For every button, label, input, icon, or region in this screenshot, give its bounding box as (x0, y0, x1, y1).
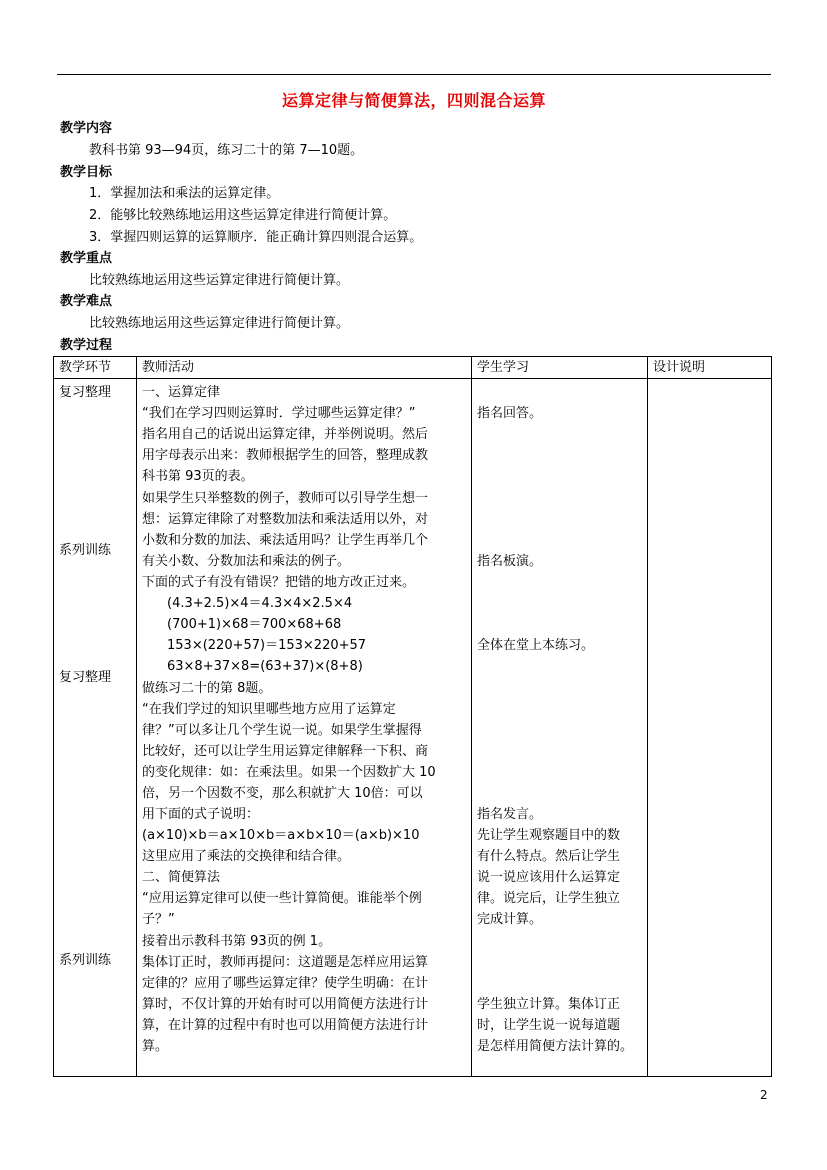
student-learning-line: 是怎样用简便方法计算的。 (477, 1039, 634, 1054)
stage-label: 系列训练 (59, 953, 112, 968)
heading-process: 教学过程 (60, 338, 113, 353)
teacher-activity-line: 算，在计算的过程中有时也可以用简便方法进行计 (142, 1018, 429, 1033)
document-title: 运算定律与简便算法，四则混合运算 (281, 91, 546, 110)
stage-cell (54, 379, 137, 1077)
heading-difficulty: 教学难点 (60, 294, 113, 309)
teacher-activity-line: 这里应用了乘法的交换律和结合律。 (142, 849, 351, 864)
teacher-activity-line: 用下面的式子说明： (142, 807, 260, 822)
heading-content: 教学内容 (60, 121, 113, 136)
stage-label: 复习整理 (59, 670, 112, 685)
teacher-activity-line: 二、简便算法 (142, 870, 221, 885)
teacher-activity-line: 倍，另一个因数不变，那么积就扩大 10倍：可以 (142, 786, 423, 801)
table-row (54, 379, 772, 1077)
lesson-table (53, 356, 772, 1077)
student-learning-line: 完成计算。 (477, 912, 543, 927)
student-learning-line: 有什么特点。然后让学生 (477, 849, 621, 864)
teacher-activity-line: 153×(220+57)＝153×220+57 (167, 638, 367, 653)
heading-key: 教学重点 (60, 251, 113, 266)
student-learning-cell (472, 379, 648, 1077)
stage-label: 复习整理 (59, 385, 112, 400)
header-design: 设计说明 (648, 357, 772, 379)
teacher-activity-line: “我们在学习四则运算时．学过哪些运算定律？” (142, 406, 416, 421)
teacher-activity-cell (137, 379, 472, 1077)
teacher-activity-line: 做练习二十的第 8题。 (142, 681, 272, 696)
teacher-activity-line: 科书第 93页的表。 (142, 469, 254, 484)
student-learning-line: 时，让学生说一说每道题 (477, 1018, 621, 1033)
teacher-activity-line: 63×8+37×8=(63+37)×(8+8) (167, 659, 363, 674)
goal-item-2: 2．能够比较熟练地运用这些运算定律进行简便计算。 (89, 208, 397, 223)
teacher-activity-line: (700+1)×68＝700×68+68 (167, 617, 342, 632)
goal-item-1: 1．掌握加法和乘法的运算定律。 (89, 186, 280, 201)
student-learning-line: 先让学生观察题目中的数 (477, 828, 621, 843)
header-stage: 教学环节 (54, 357, 137, 379)
teacher-activity-line: 律？”可以多让几个学生说一说。如果学生掌握得 (142, 723, 422, 738)
teacher-activity-line: (a×10)×b＝a×10×b＝a×b×10＝(a×b)×10 (142, 828, 420, 843)
student-learning-line: 学生独立计算。集体订正 (477, 997, 621, 1012)
teacher-activity-line: “在我们学过的知识里哪些地方应用了运算定 (142, 702, 396, 717)
student-learning-line: 律。说完后，让学生独立 (477, 891, 621, 906)
student-learning-line: 指名发言。 (477, 807, 543, 822)
teacher-activity-line: 接着出示教科书第 93页的例 1。 (142, 934, 332, 949)
teacher-activity-line: 比较好，还可以让学生用运算定律解释一下积、商 (142, 744, 429, 759)
teacher-activity-line: 算时，不仅计算的开始有时可以用简便方法进行计 (142, 997, 429, 1012)
teacher-activity-line: 用字母表示出来：教师根据学生的回答，整理成教 (142, 448, 429, 463)
teacher-activity-line: 有关小数、分数加法和乘法的例子。 (142, 554, 351, 569)
student-learning-line: 指名板演。 (477, 554, 543, 569)
teacher-activity-line: 集体订正时，教师再提问：这道题是怎样应用运算 (142, 955, 429, 970)
difficulty-text: 比较熟练地运用这些运算定律进行简便计算。 (89, 316, 350, 331)
teacher-activity-line: 的变化规律：如：在乘法里。如果一个因数扩大 10 (142, 765, 436, 780)
teacher-activity-line: (4.3+2.5)×4＝4.3×4×2.5×4 (167, 596, 353, 611)
teacher-activity-line: 一、运算定律 (142, 385, 221, 400)
teacher-activity-line: 想：运算定律除了对整数加法和乘法适用以外，对 (142, 512, 429, 527)
key-text: 比较熟练地运用这些运算定律进行简便计算。 (89, 273, 350, 288)
table-header-row (54, 357, 772, 379)
teacher-activity-line: “应用运算定律可以使一些计算简便。谁能举个例 (142, 891, 422, 906)
teacher-activity-line: 下面的式子有没有错误？把错的地方改正过来。 (142, 575, 416, 590)
teacher-activity-line: 指名用自己的话说出运算定律，并举例说明。然后 (142, 427, 429, 442)
student-learning-line: 全体在堂上本练习。 (477, 638, 595, 653)
teacher-activity-line: 子？” (142, 912, 175, 927)
student-learning-line: 说一说应该用什么运算定 (477, 870, 621, 885)
stage-label: 系列训练 (59, 543, 112, 558)
teacher-activity-line: 定律的？应用了哪些运算定律？使学生明确：在计 (142, 976, 429, 991)
teacher-activity-line: 小数和分数的加法、乘法适用吗？让学生再举几个 (142, 533, 429, 548)
heading-goals: 教学目标 (60, 165, 113, 180)
student-learning-line: 指名回答。 (477, 406, 543, 421)
teacher-activity-line: 如果学生只举整数的例子，教师可以引导学生想一 (142, 491, 429, 506)
content-text: 教科书第 93—94页，练习二十的第 7—10题。 (89, 143, 364, 158)
top-rule (57, 74, 771, 75)
header-teacher: 教师活动 (137, 357, 472, 379)
design-notes-cell (648, 379, 772, 1077)
goal-item-3: 3．掌握四则运算的运算顺序．能正确计算四则混合运算。 (89, 230, 423, 245)
page-number: 2 (760, 1088, 768, 1102)
header-student: 学生学习 (472, 357, 648, 379)
teacher-activity-line: 算。 (142, 1039, 169, 1054)
